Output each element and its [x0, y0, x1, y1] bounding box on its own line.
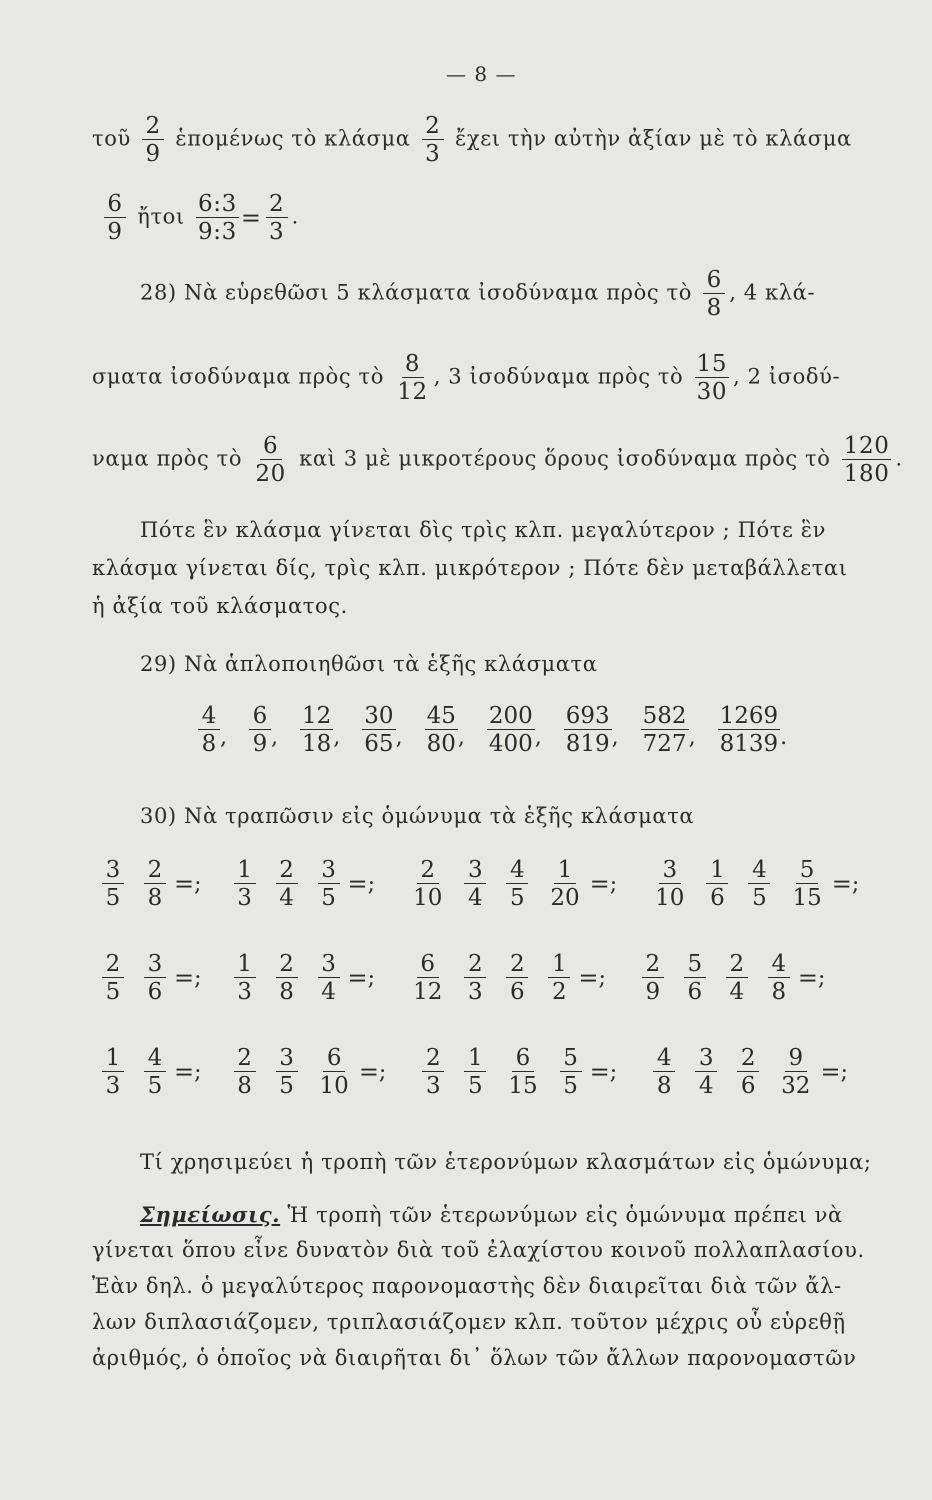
fraction	[276, 858, 298, 910]
numerator: 4	[144, 1046, 166, 1072]
fraction: $\frac{6:3}{9:3}$	[198, 191, 237, 246]
equals-sign: =	[240, 204, 262, 233]
numerator: 2	[276, 952, 298, 978]
fraction	[653, 1046, 675, 1098]
numerator: 9	[785, 1046, 807, 1072]
denominator: 4	[279, 885, 294, 912]
denominator: 4	[729, 979, 745, 1006]
numerator: 3	[464, 858, 486, 884]
denominator: 5	[147, 1073, 163, 1100]
denominator: 727	[642, 731, 687, 758]
comma: ,	[395, 725, 403, 751]
denominator: 5	[468, 1073, 483, 1100]
equals-sign: =	[174, 870, 195, 899]
numerator: 3	[102, 858, 124, 884]
denominator: 80	[426, 731, 456, 758]
semicolon: ;	[194, 965, 202, 991]
denominator: 5	[752, 885, 767, 912]
numerator: 6	[512, 1046, 534, 1072]
denominator: 2	[552, 979, 567, 1006]
fraction	[318, 1046, 351, 1098]
period: .	[780, 725, 788, 751]
numerator: 3	[318, 858, 340, 884]
denominator: 15	[792, 885, 822, 912]
note-text: Ἡ τροπὴ τῶν ἑτερωνύμων εἰς ὁμώνυμα πρέπει νὰ	[280, 1203, 843, 1227]
fraction-group	[643, 1046, 848, 1098]
numerator: 582	[642, 703, 687, 729]
numerator: 45	[426, 703, 456, 729]
denominator: 65	[364, 731, 394, 758]
denominator: 8	[656, 1073, 672, 1100]
equals-sign: =	[347, 870, 368, 899]
fraction	[144, 1046, 166, 1098]
intro-text-4: ἤτοι	[137, 204, 185, 229]
intro-text-3: ἔχει τὴν αὐτὴν ἀξίαν μὲ τὸ κλάσμα	[455, 126, 852, 151]
fraction	[198, 704, 220, 756]
fraction	[506, 858, 528, 910]
intro-line-1	[92, 114, 852, 166]
denominator: 10	[319, 1073, 349, 1100]
fraction-group	[92, 858, 202, 910]
denominator: 6	[687, 979, 703, 1006]
denominator: 6	[740, 1073, 756, 1100]
numerator: 2	[144, 858, 166, 884]
intro-text-2: ἑπομένως τὸ κλάσμα	[175, 126, 411, 151]
fraction-group	[401, 952, 606, 1004]
denominator: 3	[105, 1073, 121, 1100]
numerator: 4	[506, 858, 528, 884]
numerator: 5	[796, 858, 818, 884]
denominator: 5	[279, 1073, 294, 1100]
denominator: 10	[413, 885, 443, 912]
fraction	[102, 952, 124, 1004]
equals-sign: =	[589, 1058, 610, 1087]
denominator: 5	[510, 885, 525, 912]
numerator: 1	[554, 858, 576, 884]
numerator: 4	[198, 704, 220, 730]
fraction	[684, 952, 706, 1004]
equals-sign: =	[797, 964, 818, 993]
ex30-heading: 30) Νὰ τραπῶσιν εἰς ὁμώνυμα τὰ ἑξῆς κλάσματα	[140, 804, 695, 828]
fraction: $\frac{2}{3}$	[266, 192, 288, 244]
fraction	[249, 704, 271, 756]
fraction	[768, 952, 790, 1004]
denominator: 6	[710, 885, 725, 912]
denominator: 4	[468, 885, 483, 912]
equals-sign: =	[831, 870, 852, 899]
fraction	[234, 858, 256, 910]
ex28-line-3	[92, 434, 903, 486]
comma: ,	[534, 725, 542, 751]
fraction-group	[92, 1046, 202, 1098]
ex28-text-b: , 4 κλά-	[729, 280, 816, 305]
equals-sign: =	[358, 1058, 379, 1087]
numerator: 1	[706, 858, 728, 884]
numerator: 2	[642, 952, 664, 978]
equals-sign: =	[820, 1058, 841, 1087]
denominator: 5	[321, 885, 336, 912]
numerator: 200	[488, 703, 533, 729]
para1-line-2: κλάσμα γίνεται δίς, τρὶς κλπ. μικρότερον ; Πότε δὲν μεταβάλλεται	[92, 556, 848, 580]
fraction	[506, 952, 528, 1004]
fraction	[726, 952, 748, 1004]
comma: ,	[457, 725, 465, 751]
ex28-line-1	[140, 268, 815, 320]
fraction	[234, 1046, 256, 1098]
question: Τί χρησιμεύει ἡ τροπὴ τῶν ἑτερονύμων κλασμάτων εἰς ὁμώνυμα;	[140, 1150, 872, 1174]
semicolon: ;	[367, 871, 376, 897]
fraction-group	[412, 1046, 617, 1098]
fraction	[144, 858, 166, 910]
ex28-text-e: , 2 ἰσοδύ-	[733, 364, 841, 389]
fraction	[300, 704, 333, 756]
fraction	[748, 858, 770, 910]
fraction	[706, 858, 728, 910]
ex29-fractions	[190, 704, 801, 756]
denominator: 819	[565, 731, 610, 758]
semicolon: ;	[609, 871, 618, 897]
fraction: $\frac{120}{180}$	[843, 433, 890, 488]
equals-sign: =	[578, 964, 599, 993]
numerator: 1	[102, 1046, 124, 1072]
fraction	[560, 1046, 582, 1098]
numerator: 4	[653, 1046, 675, 1072]
semicolon: ;	[840, 1059, 848, 1085]
fraction: $\frac{6}{20}$	[255, 433, 286, 488]
fraction	[564, 704, 612, 756]
numerator: 3	[695, 1046, 717, 1072]
numerator: 2	[276, 858, 298, 884]
denominator: 5	[105, 979, 121, 1006]
denominator: 5	[105, 885, 121, 912]
note-line-3: Ἐὰν δηλ. ὁ μεγαλύτερος παρονομαστὴς δὲν διαιρεῖται διὰ τῶν ἄλ-	[92, 1274, 842, 1298]
fraction-group	[401, 858, 617, 910]
denominator: 4	[698, 1073, 714, 1100]
comma: ,	[220, 725, 227, 751]
numerator: 4	[768, 952, 790, 978]
fraction: $\frac{6}{8}$	[703, 268, 725, 320]
denominator: 32	[781, 1073, 811, 1100]
numerator: 1	[548, 952, 570, 978]
semicolon: ;	[194, 1059, 202, 1085]
numerator: 2	[102, 952, 124, 978]
note-line-5: ἀριθμός, ὁ ὁποῖος νὰ διαιρῆται δι᾽ ὅλων τῶν ἄλλων παρονομαστῶν	[92, 1346, 857, 1370]
denominator: 20	[550, 885, 580, 912]
fraction	[102, 1046, 124, 1098]
numerator: 3	[318, 952, 340, 978]
ex28-text-d: , 3 ἰσοδύναμα πρὸς τὸ	[433, 364, 684, 389]
fraction	[548, 858, 581, 910]
note-line-4: λων διπλασιάζομεν, τριπλασιάζομεν κλπ. τοῦτον μέχρις οὗ εὑρεθῇ	[92, 1310, 846, 1334]
para1-line-3: ἡ ἀξία τοῦ κλάσματος.	[92, 594, 348, 618]
denominator: 15	[508, 1073, 538, 1100]
numerator: 6	[417, 952, 439, 978]
ex28-text-a: 28) Νὰ εὑρεθῶσι 5 κλάσματα ἰσοδύναμα πρὸς τὸ	[140, 280, 692, 305]
fraction-group	[224, 1046, 387, 1098]
ex30-row	[92, 1046, 848, 1098]
numerator: 2	[464, 952, 486, 978]
fraction	[653, 858, 686, 910]
fraction	[464, 1046, 486, 1098]
fraction-group	[643, 858, 859, 910]
numerator: 2	[737, 1046, 759, 1072]
fraction: $\frac{15}{30}$	[696, 351, 728, 406]
semicolon: ;	[609, 1059, 618, 1085]
denominator: 8139	[719, 731, 779, 758]
numerator: 12	[302, 703, 332, 729]
fraction	[234, 952, 256, 1004]
fraction: $\frac{2}{3}$	[422, 114, 444, 166]
denominator: 3	[426, 1073, 441, 1100]
denominator: 18	[302, 731, 332, 758]
fraction	[737, 1046, 759, 1098]
fraction	[318, 858, 340, 910]
note-label: Σημείωσις.	[140, 1202, 281, 1227]
note-line-2: γίνεται ὅπου εἶνε δυνατὸν διὰ τοῦ ἐλαχίστου κοινοῦ πολλαπλασίου.	[92, 1238, 865, 1262]
fraction	[276, 1046, 298, 1098]
numerator: 1	[234, 952, 256, 978]
denominator: 8	[237, 1073, 252, 1100]
numerator: 3	[659, 858, 681, 884]
note-line-1	[140, 1202, 843, 1227]
fraction	[506, 1046, 539, 1098]
numerator: 693	[565, 703, 610, 729]
ex28-text-g: καὶ 3 μὲ μικροτέρους ὅρους ἰσοδύναμα πρὸς τὸ	[299, 446, 831, 471]
numerator: 1269	[719, 703, 779, 729]
fraction	[779, 1046, 812, 1098]
denominator: 8	[201, 731, 217, 758]
equals-sign: =	[589, 870, 610, 899]
denominator: 8	[771, 979, 787, 1006]
numerator: 3	[276, 1046, 298, 1072]
semicolon: ;	[851, 871, 860, 897]
fraction	[464, 858, 486, 910]
denominator: 6	[510, 979, 525, 1006]
denominator: 6	[147, 979, 163, 1006]
comma: ,	[688, 725, 696, 751]
page-number: — 8 —	[446, 62, 517, 86]
fraction	[411, 858, 444, 910]
comma: ,	[271, 725, 278, 751]
fraction	[144, 952, 166, 1004]
numerator: 2	[422, 1046, 444, 1072]
numerator: 2	[234, 1046, 256, 1072]
fraction	[411, 952, 444, 1004]
equals-sign: =	[174, 964, 195, 993]
ex29-heading: 29) Νὰ ἁπλοποιηθῶσι τὰ ἑξῆς κλάσματα	[140, 652, 598, 676]
semicolon: ;	[367, 965, 376, 991]
fraction	[464, 952, 486, 1004]
denominator: 4	[321, 979, 336, 1006]
denominator: 400	[488, 731, 533, 758]
denominator: 3	[237, 885, 252, 912]
semicolon: ;	[598, 965, 606, 991]
fraction	[318, 952, 340, 1004]
numerator: 3	[144, 952, 166, 978]
period: .	[291, 204, 299, 229]
fraction-group	[92, 952, 202, 1004]
ex28-text-c: σματα ἰσοδύναμα πρὸς τὸ	[92, 364, 384, 389]
denominator: 9	[645, 979, 661, 1006]
fraction: $\frac{6}{9}$	[104, 192, 126, 244]
fraction: $\frac{8}{12}$	[397, 351, 428, 406]
fraction	[790, 858, 823, 910]
denominator: 8	[147, 885, 163, 912]
numerator: 1	[464, 1046, 486, 1072]
ex30-row	[92, 952, 825, 1004]
para1-line-1: Πότε ἓν κλάσμα γίνεται δὶς τρὶς κλπ. μεγαλύτερον ; Πότε ἓν	[140, 518, 826, 542]
denominator: 3	[468, 979, 483, 1006]
numerator: 6	[323, 1046, 345, 1072]
numerator: 6	[249, 704, 271, 730]
denominator: 9	[252, 731, 268, 758]
semicolon: ;	[378, 1059, 387, 1085]
ex28-text-f: ναμα πρὸς τὸ	[92, 446, 243, 471]
numerator: 30	[364, 703, 394, 729]
fraction-group	[224, 858, 376, 910]
fraction-group	[224, 952, 376, 1004]
numerator: 2	[726, 952, 748, 978]
denominator: 12	[413, 979, 443, 1006]
fraction	[487, 704, 535, 756]
numerator: 4	[748, 858, 770, 884]
fraction	[425, 704, 458, 756]
fraction	[102, 858, 124, 910]
numerator: 1	[234, 858, 256, 884]
period: .	[895, 446, 903, 471]
denominator: 10	[655, 885, 685, 912]
ex30-row	[92, 858, 859, 910]
intro-line-2	[100, 192, 299, 244]
numerator: 5	[684, 952, 706, 978]
fraction	[276, 952, 298, 1004]
fraction: $\frac{2}{9}$	[142, 114, 164, 166]
equals-sign: =	[174, 1058, 195, 1087]
numerator: 2	[417, 858, 439, 884]
semicolon: ;	[194, 871, 202, 897]
denominator: 5	[563, 1073, 578, 1100]
fraction	[695, 1046, 717, 1098]
comma: ,	[333, 725, 341, 751]
equals-sign: =	[347, 964, 368, 993]
ex28-line-2	[92, 352, 840, 404]
semicolon: ;	[817, 965, 826, 991]
fraction-group	[632, 952, 826, 1004]
denominator: 3	[237, 979, 252, 1006]
denominator: 8	[279, 979, 294, 1006]
fraction	[642, 952, 664, 1004]
numerator: 5	[560, 1046, 582, 1072]
fraction	[641, 704, 689, 756]
fraction	[422, 1046, 444, 1098]
numerator: 2	[506, 952, 528, 978]
fraction	[548, 952, 570, 1004]
fraction	[362, 704, 395, 756]
comma: ,	[611, 725, 619, 751]
intro-text-1: τοῦ	[92, 126, 131, 151]
fraction	[718, 704, 781, 756]
